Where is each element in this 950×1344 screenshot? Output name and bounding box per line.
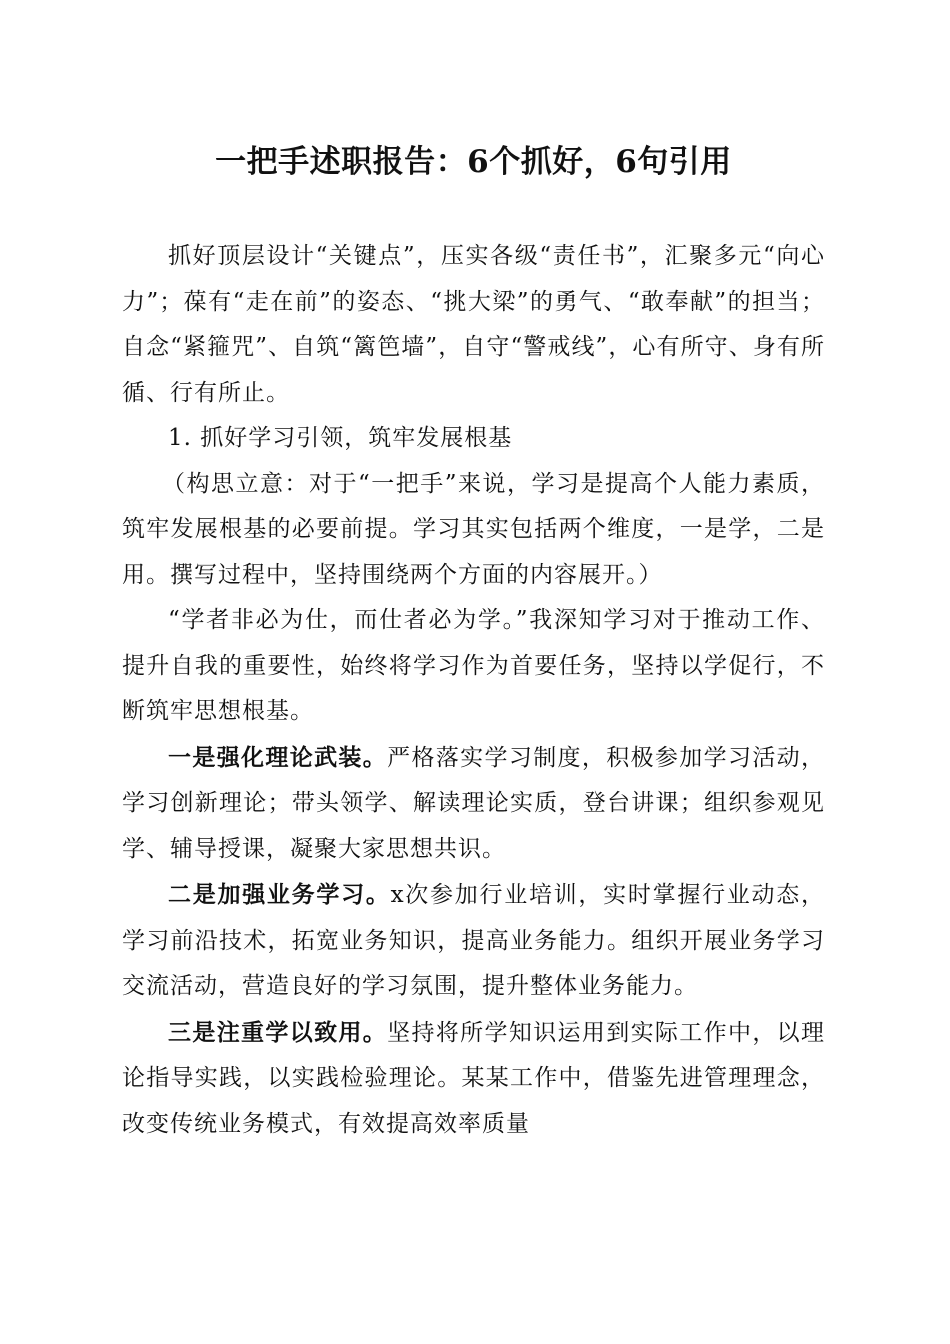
point-text-2: x次参加行业培训，实时掌握行业动态，学习前沿技术，拓宽业务知识，提高业务能力。组织开展业务学习交流活动，营造良好的学习氛围，提升整体业务能力。 [122,882,825,999]
point-lead-1: 一是强化理论武装。 [168,743,388,771]
document-title: 一把手述职报告：6个抓好，6句引用 [215,144,732,180]
concept-note-paragraph: （构思立意：对于“一把手”来说，学习是提高个人能力素质，筑牢发展根基的必要前提。学习其实包括两个维度，一是学，二是用。撰写过程中，坚持围绕两个方面的内容展开。） [122,470,825,588]
point-paragraph-2 [122,872,825,1010]
point-lead-3: 三是注重学以致用。 [168,1018,388,1046]
point-text-3: 坚持将所学知识运用到实际工作中，以理论指导实践，以实践检验理论。某某工作中，借鉴先进管理理念，改变传统业务模式，有效提高效率质量 [122,1019,826,1137]
point-paragraph-3 [122,1010,825,1148]
section-heading: 1. 抓好学习引领，筑牢发展根基 [168,425,513,451]
point-text-1: 严格落实学习制度，积极参加学习活动，学习创新理论；带头领学、解读理论实质，登台讲课；组织参观见学、辅导授课，凝聚大家思想共识。 [122,744,826,862]
intro-paragraph: 抓好顶层设计“关键点”，压实各级“责任书”，汇聚多元“向心力”；葆有“走在前”的姿态、“挑大梁”的勇气、“敢奉献”的担当；自念“紧箍咒”、自筑“篱笆墙”，自守“警戒线”，心有所守、身有所循、行有所止。 [122,243,825,406]
point-paragraph-1 [122,735,825,873]
quote-paragraph: “学者非必为仕，而仕者必为学。”我深知学习对于推动工作、提升自我的重要性，始终将学习作为首要任务，坚持以学促行，不断筑牢思想根基。 [122,607,825,724]
point-lead-2: 二是加强业务学习。 [168,881,391,908]
